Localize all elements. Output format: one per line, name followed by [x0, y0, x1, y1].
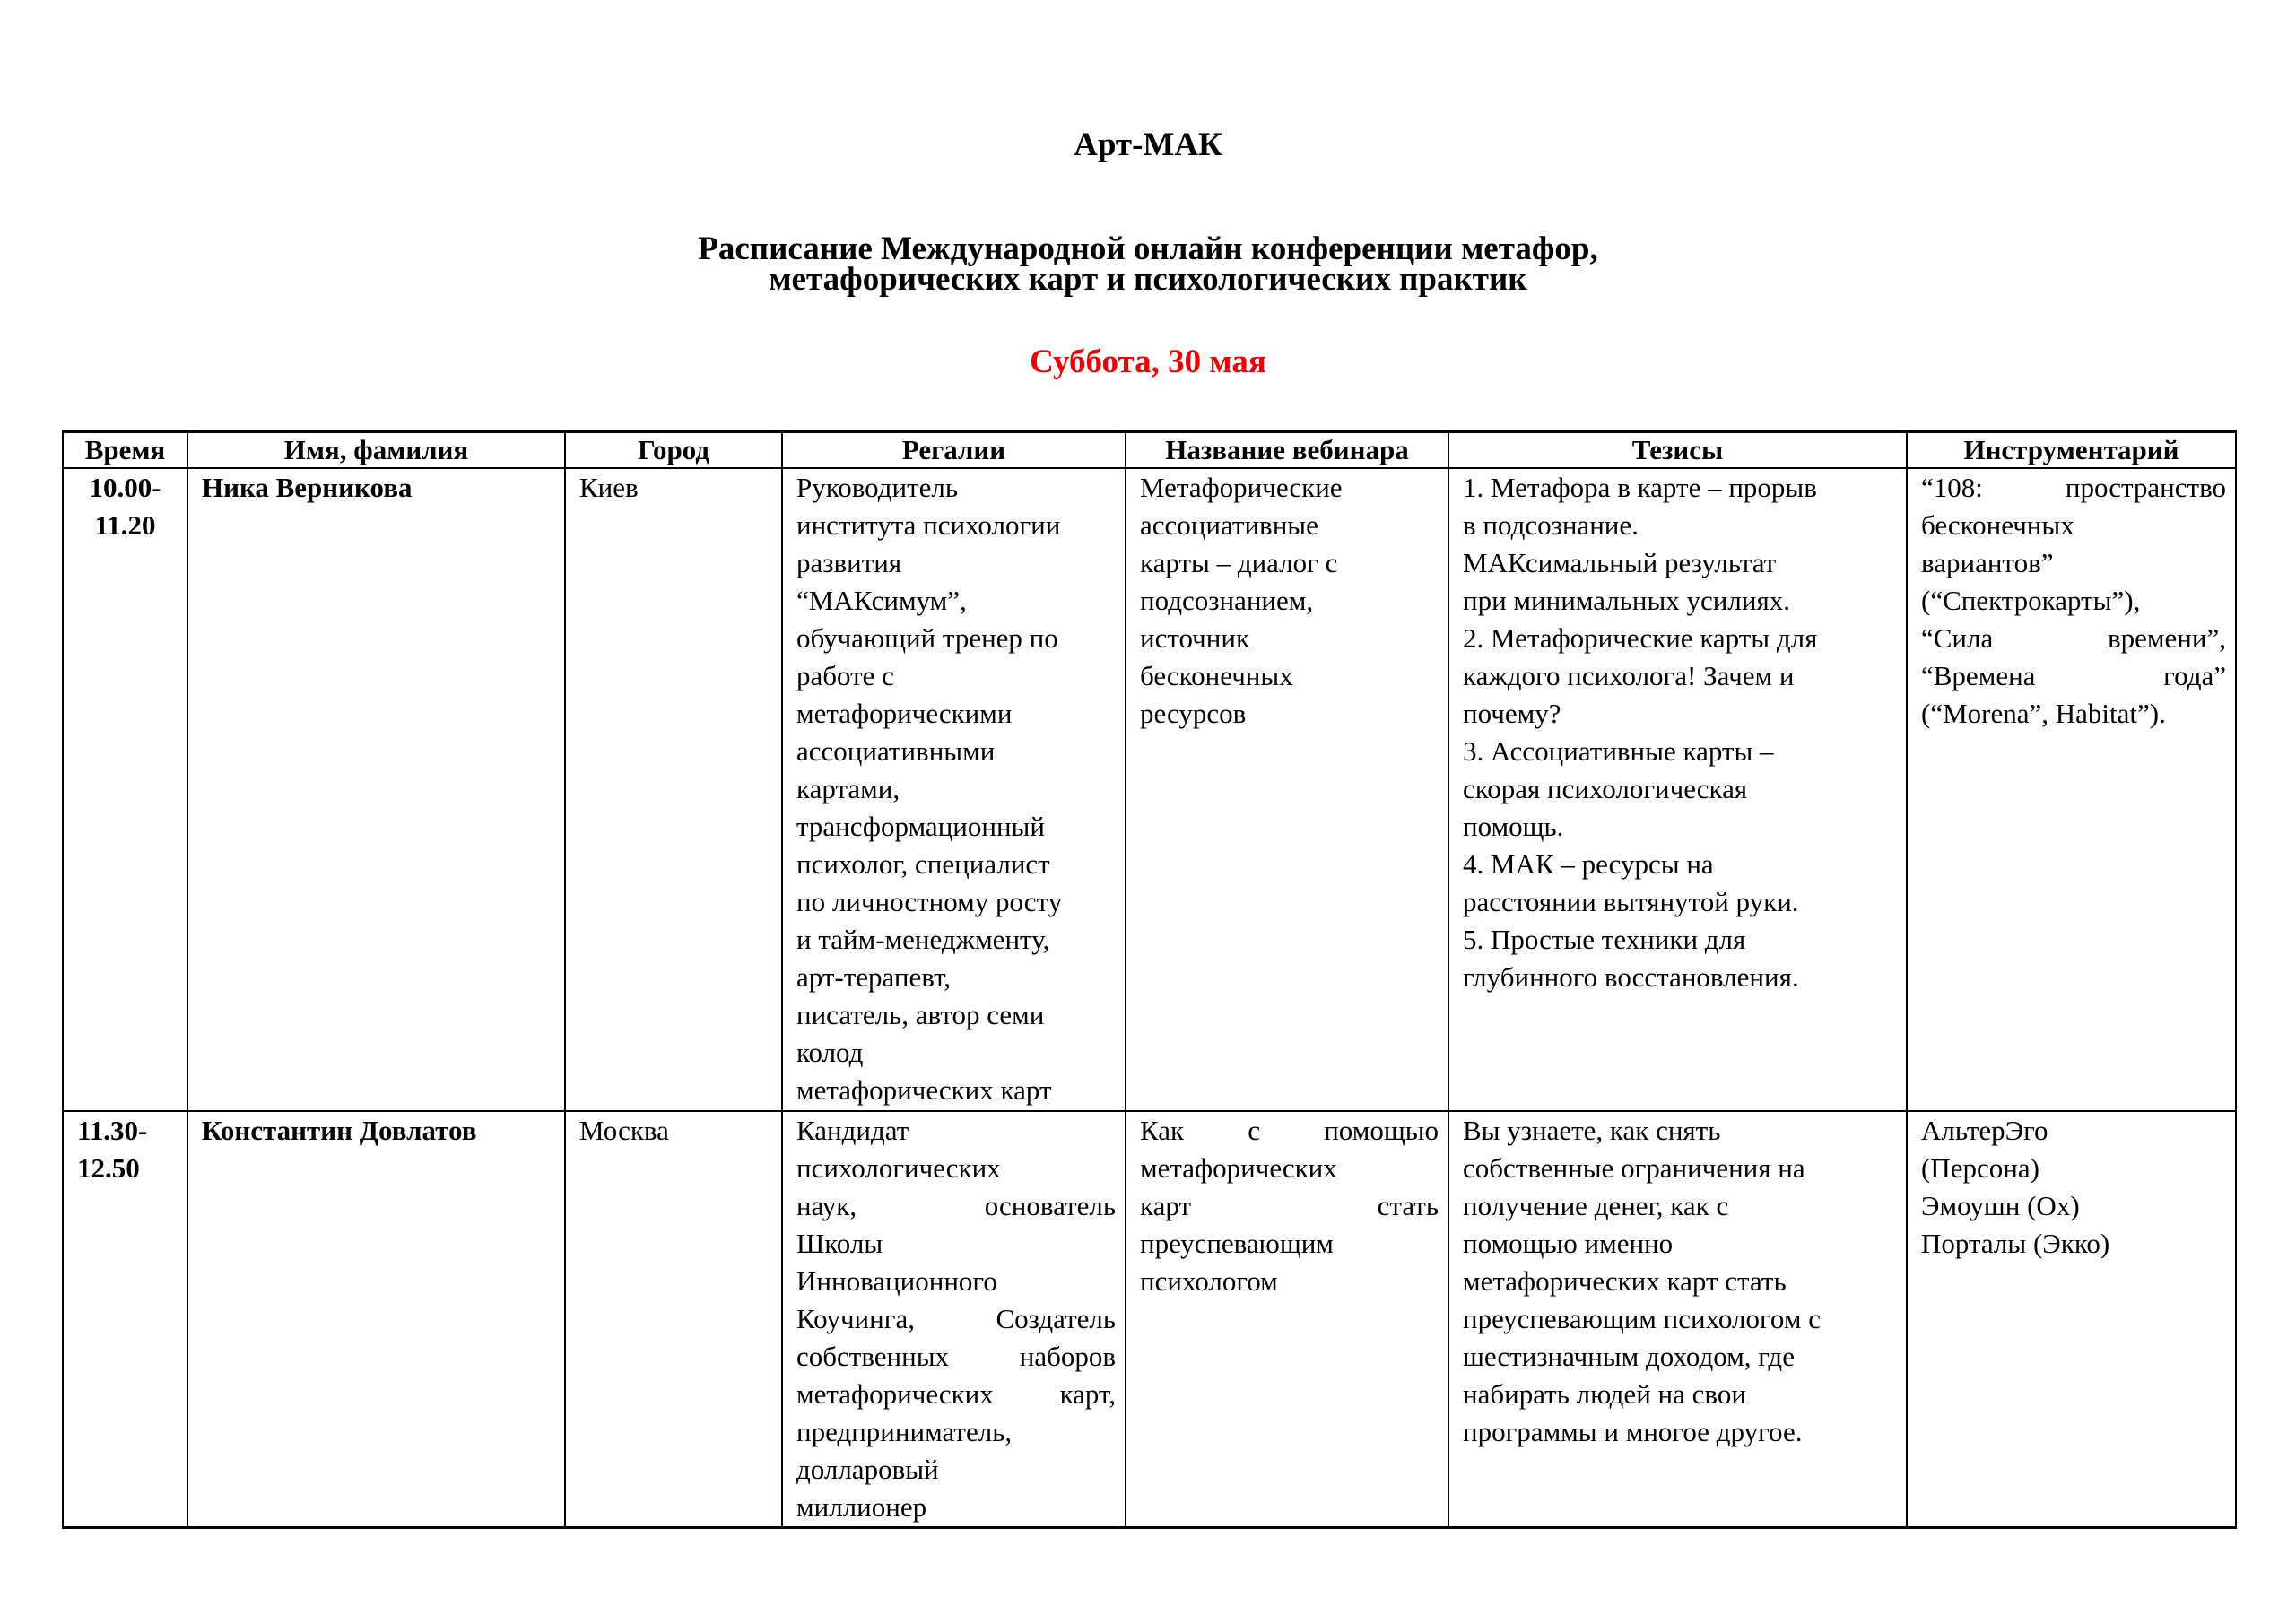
schedule-date: Суббота, 30 мая	[1030, 343, 1266, 380]
cell-theses	[1448, 1111, 1907, 1528]
text-line: “108: пространство	[1921, 472, 2226, 503]
text-line: обучающий тренер по	[796, 622, 1058, 654]
text-line: (“Спектрокарты”),	[1921, 585, 2141, 616]
text-line: набирать людей на свои	[1463, 1378, 1746, 1410]
text-line: Вы узнаете, как снять	[1463, 1115, 1721, 1146]
text-line: Школы	[796, 1228, 883, 1259]
cell-regalia	[782, 1111, 1126, 1528]
text-line: источник	[1140, 622, 1250, 654]
text-line: писатель, автор семи	[796, 999, 1045, 1030]
text-line: работе с	[796, 660, 894, 691]
text-line: получение денег, как с	[1463, 1190, 1729, 1221]
text-line: программы и многое другое.	[1463, 1416, 1803, 1447]
cell-theses	[1448, 468, 1907, 1111]
text-line: долларовый	[796, 1454, 939, 1485]
text-line: скорая психологическая	[1463, 773, 1748, 804]
text-line: трансформационный	[796, 811, 1045, 842]
text-line: психолог, специалист	[796, 848, 1050, 880]
header-name: Имя, фамилия	[187, 432, 565, 469]
text-line: Коучинга, Создатель	[796, 1303, 1116, 1334]
document-title: Арт-МАК	[1074, 126, 1222, 163]
text-line: Инновационного	[796, 1265, 997, 1297]
text-line: 5. Простые техники для	[1463, 924, 1746, 955]
text-line: Метафорические	[1140, 472, 1343, 503]
table-header-row	[63, 432, 2236, 469]
header-regalia: Регалии	[782, 432, 1126, 469]
table-row	[63, 468, 2236, 1111]
text-line: метафорических карт стать	[1463, 1265, 1787, 1297]
time-end: 12.50	[77, 1152, 140, 1184]
header-webinar-title: Название вебинара	[1126, 432, 1448, 469]
text-line: Кандидат	[796, 1115, 909, 1146]
text-line: Как с помощью	[1140, 1115, 1439, 1146]
text-line: карт стать	[1140, 1190, 1439, 1221]
text-line: бесконечных	[1921, 509, 2074, 541]
text-line: и тайм-менеджменту,	[796, 924, 1050, 955]
text-line: каждого психолога! Зачем и	[1463, 660, 1795, 691]
text-line: глубинного восстановления.	[1463, 961, 1799, 993]
cell-webinar-title	[1126, 1111, 1448, 1528]
cell-time	[63, 1111, 187, 1528]
text-line: миллионер	[796, 1491, 927, 1523]
text-line: института психологии	[796, 509, 1061, 541]
text-line: ассоциативными	[796, 735, 996, 767]
text-line: преуспевающим психологом с	[1463, 1303, 1821, 1334]
cell-regalia	[782, 468, 1126, 1111]
schedule-table	[62, 430, 2237, 1529]
text-line: 4. МАК – ресурсы на	[1463, 848, 1714, 880]
text-line: колод	[796, 1037, 864, 1068]
table-row	[63, 1111, 2236, 1528]
text-line: подсознанием,	[1140, 585, 1314, 616]
cell-speaker-name: Ника Верникова	[187, 468, 565, 1111]
text-line: метафорическими	[796, 698, 1013, 729]
text-line: предприниматель,	[796, 1416, 1013, 1447]
text-line: картами,	[796, 773, 900, 804]
text-line: бесконечных	[1140, 660, 1293, 691]
text-line: метафорических карт	[796, 1074, 1052, 1106]
text-line: помощью именно	[1463, 1228, 1674, 1259]
text-line: собственных наборов	[796, 1341, 1116, 1372]
text-line: (Персона)	[1921, 1152, 2039, 1184]
text-line: 1. Метафора в карте – прорыв	[1463, 472, 1817, 503]
text-line: 2. Метафорические карты для	[1463, 622, 1818, 654]
document-subtitle-line-1: Расписание Международной онлайн конференции метафор,	[698, 230, 1598, 267]
text-line: в подсознание.	[1463, 509, 1639, 541]
cell-city: Москва	[565, 1111, 782, 1528]
text-line: арт-терапевт,	[796, 961, 952, 993]
text-line: 3. Ассоциативные карты –	[1463, 735, 1774, 767]
time-start: 10.00-	[89, 472, 161, 503]
cell-speaker-name: Константин Довлатов	[187, 1111, 565, 1528]
time-end: 11.20	[94, 509, 156, 541]
text-line: “МАКсимум”,	[796, 585, 967, 616]
text-line: вариантов”	[1921, 547, 2054, 578]
cell-city: Киев	[565, 468, 782, 1111]
cell-tools	[1907, 1111, 2236, 1528]
text-line: МАКсимальный результат	[1463, 547, 1777, 578]
text-line: АльтерЭго	[1921, 1115, 2048, 1146]
text-line: наук, основатель	[796, 1190, 1116, 1221]
header-tools: Инструментарий	[1907, 432, 2236, 469]
text-line: (“Morena”, Habitat”).	[1921, 698, 2166, 729]
header-theses: Тезисы	[1448, 432, 1907, 469]
text-line: почему?	[1463, 698, 1561, 729]
text-line: “Времена года”	[1921, 660, 2226, 691]
text-line: ресурсов	[1140, 698, 1247, 729]
text-line: Эмоушн (Ох)	[1921, 1190, 2080, 1221]
text-line: карты – диалог с	[1140, 547, 1338, 578]
text-line: шестизначным доходом, где	[1463, 1341, 1795, 1372]
header-city: Город	[565, 432, 782, 469]
header-time: Время	[63, 432, 187, 469]
cell-tools	[1907, 468, 2236, 1111]
text-line: Порталы (Экко)	[1921, 1228, 2110, 1259]
text-line: развития	[796, 547, 902, 578]
text-line: психологических	[796, 1152, 1001, 1184]
cell-time	[63, 468, 187, 1111]
document-subtitle-line-2: метафорических карт и психологических практик	[769, 261, 1527, 298]
text-line: расстоянии вытянутой руки.	[1463, 886, 1799, 917]
text-line: “Сила времени”,	[1921, 622, 2226, 654]
text-line: по личностному росту	[796, 886, 1063, 917]
time-start: 11.30-	[77, 1115, 148, 1146]
text-line: ассоциативные	[1140, 509, 1318, 541]
text-line: Руководитель	[796, 472, 959, 503]
text-line: метафорических карт,	[796, 1378, 1116, 1410]
text-line: собственные ограничения на	[1463, 1152, 1805, 1184]
text-line: преуспевающим	[1140, 1228, 1334, 1259]
text-line: психологом	[1140, 1265, 1278, 1297]
cell-webinar-title	[1126, 468, 1448, 1111]
text-line: помощь.	[1463, 811, 1564, 842]
text-line: при минимальных усилиях.	[1463, 585, 1790, 616]
text-line: метафорических	[1140, 1152, 1337, 1184]
